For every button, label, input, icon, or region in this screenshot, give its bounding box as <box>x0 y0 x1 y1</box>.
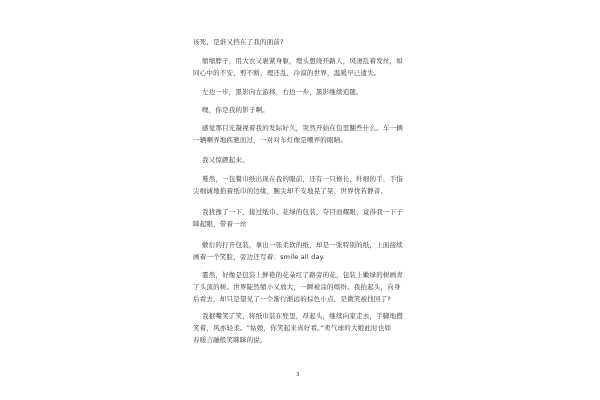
text-line: 缩缩脖子，用大衣又裹紧身躯，埋头想绕开路人，风凄乱着发丝，如 <box>202 57 403 65</box>
paragraph-3 <box>193 86 408 98</box>
text-line: 我抿嘴笑了笑，将纸巾装在兜里，昂起头，继续向家走去，手脚地攒 <box>202 312 403 320</box>
text-line: 画着一个笑脸，旁边还写着：smile all day. <box>193 253 326 261</box>
text-line: 噢，你是我的影子啊。 <box>202 106 269 114</box>
paragraph-6 <box>193 154 408 166</box>
paragraph-9 <box>193 239 408 263</box>
page-number: 3 <box>296 372 300 378</box>
text-line: 春暖言融般笑眯眯的说。 <box>193 336 267 344</box>
text-line: 尖细诚地掐着纸巾的边缘，腕尖却不安地晃了晃，世界忧若静音。 <box>193 187 388 195</box>
paragraph-11 <box>193 310 408 346</box>
text-line: 蓦然，一包餐巾纸出现在我的眼前，还有一只修长、纤细的手，手指 <box>202 175 403 183</box>
paragraph-2 <box>193 55 408 79</box>
text-line: 一辆喇弄地疾驰而过，一对对车灯像是嘲弄的眼睛。 <box>193 136 348 144</box>
text-line: 我又惊踱起来。 <box>202 156 249 164</box>
text-line: 感觉那目光凝视着我的发际好久，突然开始在包里翻些什么。车一辆 <box>202 124 403 132</box>
text-line: 我犹豫了一下，接过纸巾、花绿的包装，夺目而耀眼，竟得我一下子 <box>202 208 403 216</box>
paragraph-7 <box>193 173 408 197</box>
text-line: 该死，是谁又挡在了我的面前? <box>193 38 284 46</box>
paragraph-4 <box>193 104 408 116</box>
text-line: 后看去，却只是望见了一个渐行渐远的棕色小点，是微笑被找回了? <box>193 295 391 303</box>
text-line: 眯起眼，带着一丝 <box>193 220 247 228</box>
paragraph-8 <box>193 206 408 230</box>
text-line: 笑着，风亦轻柔。“姑娘，你笑起来真好看。”卖气球的大娘此时也如 <box>193 324 392 332</box>
paragraph-10 <box>193 269 408 305</box>
paragraph-5 <box>193 122 408 146</box>
text-line: 霎然，好像是包装上鲜艳的花朵红了路旁的花，包装上嫩绿的树画青 <box>202 271 403 279</box>
text-line: 同心中的不安，剪不断，理还乱，冷漠的世界，温暖早已遗失。 <box>193 69 381 77</box>
text-line: 敷衍的打开包装，拿出一张柔软的纸，却是一张特别的纸，上面接续 <box>202 241 403 249</box>
paragraph-1 <box>193 36 408 48</box>
text-line: 左边一步，黑影向左游移，右边一步，黑影继续追随。 <box>202 88 363 96</box>
text-line: 了头顶的树。世界陡然缩小又放大，一瞬被涂的缤纷。我抬起头，向身 <box>193 283 401 291</box>
